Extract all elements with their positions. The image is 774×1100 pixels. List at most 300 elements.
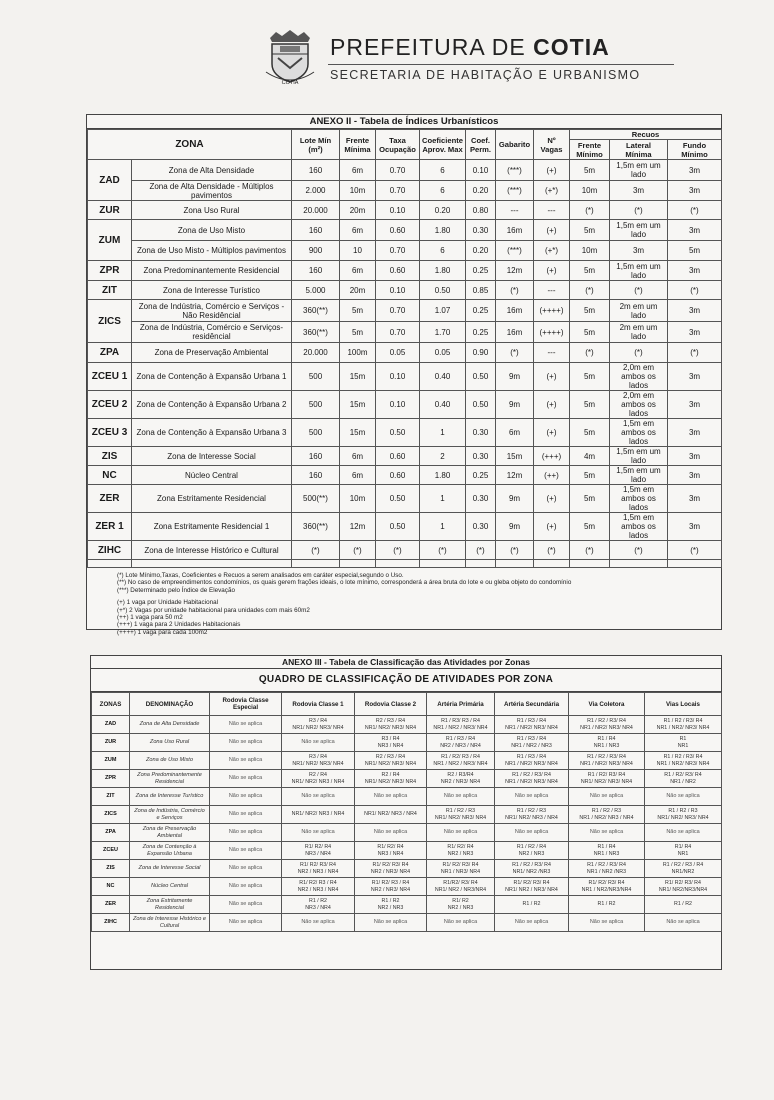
zone-denomination: Zona de Indústria, Comércio e Serviços xyxy=(130,806,210,824)
activity-cell: NR1/ NR2/ NR3 / NR4 xyxy=(355,806,427,824)
cell-rfu: 3m xyxy=(668,513,722,541)
zone-code: ZER 1 xyxy=(88,513,132,541)
cell-perm: 0.30 xyxy=(466,419,496,447)
activity-cell: Não se aplica xyxy=(210,752,282,770)
cell-taxa: (*) xyxy=(376,541,420,560)
header-taxa: Taxa Ocupação xyxy=(376,130,420,160)
activity-cell: R1 / R2 xyxy=(645,896,722,914)
cell-vagas: (+) xyxy=(534,419,570,447)
zone-denomination: Núcleo Central xyxy=(130,878,210,896)
cell-lote: 160 xyxy=(292,261,340,281)
activity-cell: NR1/ NR2/ NR3 / NR4 xyxy=(282,806,355,824)
column-header: Rodovia Classe 1 xyxy=(282,693,355,716)
cell-coef: 6 xyxy=(420,241,466,261)
cell-perm: 0.30 xyxy=(466,513,496,541)
activity-cell: R1/ R2/ R3/ R4 NR1/ NR2 / NR3/ NR4 xyxy=(495,878,569,896)
header-recuo-lateral: Lateral Mínima xyxy=(610,140,668,160)
cell-perm: 0.50 xyxy=(466,391,496,419)
activity-cell: R1/ R2/ R4 NR3 / NR4 xyxy=(355,842,427,860)
anexo-3-panel xyxy=(90,655,722,970)
cell-rl: 1,5m em um lado xyxy=(610,220,668,241)
zone-code: NC xyxy=(88,466,132,485)
table-row xyxy=(88,281,722,300)
zone-denomination: Zona Estritamente Residencial xyxy=(130,896,210,914)
cell-frente: 6m xyxy=(340,447,376,466)
column-header: Via Coletora xyxy=(569,693,645,716)
cell-lote: (*) xyxy=(292,541,340,560)
cell-gab: 6m xyxy=(496,419,534,447)
cell-coef: 1.70 xyxy=(420,322,466,343)
cell-gab: 12m xyxy=(496,261,534,281)
cell-coef: 1.80 xyxy=(420,220,466,241)
table-row xyxy=(88,485,722,513)
title-prefix: PREFEITURA DE xyxy=(330,34,534,60)
zone-code: NC xyxy=(92,878,130,896)
zone-denomination: Zona de Uso Misto xyxy=(130,752,210,770)
cell-frente: 15m xyxy=(340,419,376,447)
cell-gab: --- xyxy=(496,201,534,220)
cell-rfu: 3m xyxy=(668,261,722,281)
cell-lote: 500 xyxy=(292,363,340,391)
header-recuo-frente: Frente Mínimo xyxy=(570,140,610,160)
table-row xyxy=(92,716,722,734)
cell-frente: 6m xyxy=(340,160,376,181)
activity-cell: R1/ R2/ R3/ R4 NR1 / NR2/NR3/NR4 xyxy=(569,878,645,896)
cell-frente: 12m xyxy=(340,513,376,541)
cell-name: Zona de Contenção à Expansão Urbana 1 xyxy=(132,363,292,391)
activity-cell: Não se aplica xyxy=(355,914,427,932)
cell-gab: 9m xyxy=(496,391,534,419)
zone-code: ZPA xyxy=(88,343,132,363)
cell-rf: 5m xyxy=(570,300,610,322)
activity-cell: Não se aplica xyxy=(495,914,569,932)
header-lote: Lote Mín (m²) xyxy=(292,130,340,160)
cell-coef: 0.40 xyxy=(420,363,466,391)
cell-taxa: 0.10 xyxy=(376,201,420,220)
zone-code: ZER xyxy=(92,896,130,914)
cell-vagas: --- xyxy=(534,281,570,300)
cell-perm: (*) xyxy=(466,541,496,560)
activity-cell: Não se aplica xyxy=(210,806,282,824)
zone-denomination: Zona de Interesse Turístico xyxy=(130,788,210,806)
cell-name: Zona de Preservação Ambiental xyxy=(132,343,292,363)
footnote: (++) 1 vaga para 50 m2 xyxy=(117,614,183,622)
cell-rl: 2m em um lado xyxy=(610,300,668,322)
cell-rfu: 3m xyxy=(668,300,722,322)
activity-cell: Não se aplica xyxy=(355,824,427,842)
cell-gab: 15m xyxy=(496,447,534,466)
cell-coef: 0.05 xyxy=(420,343,466,363)
anexo-3-subtitle: QUADRO DE CLASSIFICAÇÃO DE ATIVIDADES POR ZONA xyxy=(91,669,721,692)
zone-code: ZPR xyxy=(88,261,132,281)
activity-cell: R2 / R4 NR1/ NR2/ NR3 / NR4 xyxy=(282,770,355,788)
table-row xyxy=(88,181,722,201)
cell-rf: 5m xyxy=(570,391,610,419)
cell-lote: 360(**) xyxy=(292,300,340,322)
activity-cell: R1/ R2/ R3 / R4 NR2 / NR3/ NR4 xyxy=(355,878,427,896)
activity-cell: R1/ R2/ R4 NR2 / NR3 xyxy=(427,842,495,860)
zone-code: ZCEU 2 xyxy=(88,391,132,419)
activity-cell: R1 / R3 / R4 NR1 / NR2/ NR3/ NR4 xyxy=(495,716,569,734)
zone-code: ZPR xyxy=(92,770,130,788)
activity-cell: Não se aplica xyxy=(210,788,282,806)
activity-cell: Não se aplica xyxy=(645,788,722,806)
cell-name: Zona de Contenção à Expansão Urbana 2 xyxy=(132,391,292,419)
cell-taxa: 0.50 xyxy=(376,485,420,513)
activity-cell: R1 / R2 xyxy=(569,896,645,914)
activity-cell: R1/ R4 NR1 xyxy=(645,842,722,860)
cell-rl: (*) xyxy=(610,541,668,560)
cell-name: Zona Uso Rural xyxy=(132,201,292,220)
activity-cell: Não se aplica xyxy=(427,824,495,842)
activity-cell: R1 / R2/ R3/ R4 NR1 / NR2 xyxy=(645,770,722,788)
cell-taxa: 0.10 xyxy=(376,363,420,391)
cell-rfu: 3m xyxy=(668,181,722,201)
cell-perm: 0.80 xyxy=(466,201,496,220)
cell-coef: 0.50 xyxy=(420,281,466,300)
table-row xyxy=(88,363,722,391)
activity-cell: R1 / R2 / R3/ R4 NR1 / NR2/ NR3/ NR4 xyxy=(569,752,645,770)
activity-cell: Não se aplica xyxy=(282,824,355,842)
zone-denomination: Zona de Alta Densidade xyxy=(130,716,210,734)
activity-cell: R1/R2/ R3/ R4 NR1/ NR2 / NR3/NR4 xyxy=(427,878,495,896)
activity-cell: R1 / R2 / R3/ R4 NR1 / NR2/ NR3/ NR4 xyxy=(569,716,645,734)
cell-name: Núcleo Central xyxy=(132,466,292,485)
cell-gab: (***) xyxy=(496,160,534,181)
cell-coef: 1 xyxy=(420,513,466,541)
zone-code: ZUR xyxy=(88,201,132,220)
activity-cell: R1 / R4 NR1 / NR3 xyxy=(569,734,645,752)
cell-frente: 5m xyxy=(340,300,376,322)
activities-table xyxy=(91,692,722,932)
empty-cell xyxy=(610,560,668,568)
zone-code: ZIHC xyxy=(88,541,132,560)
empty-cell xyxy=(570,560,610,568)
activity-cell: R1 / R2 xyxy=(495,896,569,914)
column-header: Artéria Secundária xyxy=(495,693,569,716)
activity-cell: R1 / R2 / R3/ R4 NR1 / NR2/ NR3/ NR4 xyxy=(495,770,569,788)
cell-name: Zona de Interesse Histórico e Cultural xyxy=(132,541,292,560)
cell-taxa: 0.60 xyxy=(376,447,420,466)
cell-rl: (*) xyxy=(610,201,668,220)
cell-gab: 9m xyxy=(496,513,534,541)
activity-cell: Não se aplica xyxy=(569,914,645,932)
cell-rfu: (*) xyxy=(668,201,722,220)
empty-cell xyxy=(376,560,420,568)
cell-name: Zona de Alta Densidade xyxy=(132,160,292,181)
cell-taxa: 0.60 xyxy=(376,466,420,485)
cell-vagas: (+) xyxy=(534,363,570,391)
header-coef: Coeficiente Aprov. Max xyxy=(420,130,466,160)
activity-cell: Não se aplica xyxy=(355,788,427,806)
cell-coef: 6 xyxy=(420,181,466,201)
cell-gab: 12m xyxy=(496,466,534,485)
cell-vagas: (+) xyxy=(534,485,570,513)
cell-lote: 500(**) xyxy=(292,485,340,513)
activity-cell: R1 / R2 / R4 NR2 / NR3 xyxy=(495,842,569,860)
cell-gab: (*) xyxy=(496,343,534,363)
anexo-2-title: ANEXO II - Tabela de Índices Urbanísticos xyxy=(87,115,721,129)
activity-cell: Não se aplica xyxy=(427,788,495,806)
cell-rfu: 3m xyxy=(668,419,722,447)
cell-rf: 10m xyxy=(570,181,610,201)
cell-rfu: (*) xyxy=(668,281,722,300)
table-row xyxy=(92,788,722,806)
cell-perm: 0.25 xyxy=(466,466,496,485)
activity-cell: R1 / R2/ R3 / R4 NR1 / NR2 / NR3/ NR4 xyxy=(427,752,495,770)
activity-cell: R1 NR1 xyxy=(645,734,722,752)
cell-coef: 1 xyxy=(420,485,466,513)
anexo-2-panel xyxy=(86,114,722,636)
cell-taxa: 0.70 xyxy=(376,322,420,343)
activities-header-row xyxy=(92,693,722,716)
cell-frente: 20m xyxy=(340,201,376,220)
activity-cell: Não se aplica xyxy=(569,788,645,806)
activity-cell: R1/ R2/ R3/ R4 NR2 / NR3/ NR4 xyxy=(355,860,427,878)
cell-vagas: (+++) xyxy=(534,447,570,466)
cell-vagas: (+) xyxy=(534,513,570,541)
zone-denomination: Zona Uso Rural xyxy=(130,734,210,752)
cell-taxa: 0.60 xyxy=(376,220,420,241)
cell-gab: 16m xyxy=(496,300,534,322)
cell-frente: 15m xyxy=(340,363,376,391)
empty-cell xyxy=(420,560,466,568)
title-city: COTIA xyxy=(533,34,610,60)
title-rule xyxy=(328,64,674,65)
cell-perm: 0.30 xyxy=(466,220,496,241)
cell-lote: 500 xyxy=(292,419,340,447)
cell-perm: 0.30 xyxy=(466,485,496,513)
cell-name: Zona de Contenção à Expansão Urbana 3 xyxy=(132,419,292,447)
empty-cell xyxy=(132,560,292,568)
zone-code: ZCEU xyxy=(92,842,130,860)
cell-perm: 0.85 xyxy=(466,281,496,300)
activity-cell: R1 / R2 / R3 NR1/ NR2/ NR3 / NR4 xyxy=(495,806,569,824)
cell-rf: (*) xyxy=(570,541,610,560)
cell-frente: 10 xyxy=(340,241,376,261)
cell-vagas: (++++) xyxy=(534,300,570,322)
table-row xyxy=(92,806,722,824)
cell-perm: 0.30 xyxy=(466,447,496,466)
footnote: (*) Lote Mínimo,Taxas, Coeficientes e Recuos a serem analisados em caráter especial,segundo o Uso. xyxy=(117,572,404,579)
cell-rl: 2,0m em ambos os lados xyxy=(610,391,668,419)
activity-cell: R1/ R2/ R3 / R4 NR2 / NR3 / NR4 xyxy=(282,878,355,896)
zone-code: ZIS xyxy=(92,860,130,878)
zone-code: ZCEU 3 xyxy=(88,419,132,447)
cell-gab: 16m xyxy=(496,220,534,241)
activity-cell: R2 / R3 / R4 NR1/ NR2/ NR3/ NR4 xyxy=(355,752,427,770)
cell-rl: 1,5m em um lado xyxy=(610,261,668,281)
cell-rfu: 5m xyxy=(668,241,722,261)
cell-vagas: --- xyxy=(534,201,570,220)
zone-denomination: Zona de Contenção à Expansão Urbana xyxy=(130,842,210,860)
table-row xyxy=(88,466,722,485)
cell-lote: 2.000 xyxy=(292,181,340,201)
cell-rf: 5m xyxy=(570,160,610,181)
cell-name: Zona Predominantemente Residencial xyxy=(132,261,292,281)
cell-lote: 360(**) xyxy=(292,322,340,343)
cell-coef: 0.20 xyxy=(420,201,466,220)
activity-cell: R3 / R4 NR1/ NR2/ NR3/ NR4 xyxy=(282,716,355,734)
activity-cell: R1 / R2 NR3 / NR4 xyxy=(282,896,355,914)
zone-code: ZAD xyxy=(88,160,132,201)
cell-rf: 5m xyxy=(570,220,610,241)
activity-cell: Não se aplica xyxy=(210,716,282,734)
table-row xyxy=(92,770,722,788)
activity-cell: R1/ R2/ R3/ R4 NR1/ NR2/NR3/NR4 xyxy=(645,878,722,896)
table-row xyxy=(88,241,722,261)
column-header: Rodovia Classe 2 xyxy=(355,693,427,716)
column-header: Artéria Primária xyxy=(427,693,495,716)
cell-vagas: (+) xyxy=(534,391,570,419)
table-row xyxy=(88,419,722,447)
cell-coef: 0.40 xyxy=(420,391,466,419)
table-row xyxy=(88,447,722,466)
cell-coef: 1 xyxy=(420,419,466,447)
zone-code: ZUM xyxy=(92,752,130,770)
cell-lote: 20.000 xyxy=(292,201,340,220)
cell-frente: 100m xyxy=(340,343,376,363)
footnote: (+*) 2 Vagas por unidade habitacional para unidades com mais 60m2 xyxy=(117,606,310,614)
empty-cell xyxy=(340,560,376,568)
cell-rl: 1,5m em ambos os lados xyxy=(610,513,668,541)
cell-taxa: 0.50 xyxy=(376,419,420,447)
cell-vagas: (*) xyxy=(534,541,570,560)
zone-code: ZIT xyxy=(88,281,132,300)
zone-denomination: Zona de Interesse Social xyxy=(130,860,210,878)
header-frente: Frente Mínima xyxy=(340,130,376,160)
table-row xyxy=(92,824,722,842)
activity-cell: R1/ R2 NR2 / NR3 xyxy=(427,896,495,914)
cell-frente: (*) xyxy=(340,541,376,560)
cell-lote: 20.000 xyxy=(292,343,340,363)
zone-code: ZPA xyxy=(92,824,130,842)
activity-cell: R1 / R2 / R3/ R4 NR1 / NR2 /NR3 xyxy=(569,860,645,878)
header-vagas: Nº Vagas xyxy=(534,130,570,160)
activity-cell: R1/ R2/ R4 NR3 / NR4 xyxy=(282,842,355,860)
cell-vagas: --- xyxy=(534,343,570,363)
cell-taxa: 0.05 xyxy=(376,343,420,363)
cell-perm: 0.20 xyxy=(466,241,496,261)
empty-cell xyxy=(466,560,496,568)
column-header: Vias Locais xyxy=(645,693,722,716)
cell-name: Zona de Interesse Social xyxy=(132,447,292,466)
cell-taxa: 0.60 xyxy=(376,261,420,281)
header-coef-perm: Coef. Perm. xyxy=(466,130,496,160)
anexo-3-title: ANEXO III - Tabela de Classificação das Atividades por Zonas xyxy=(91,656,721,669)
cell-vagas: (+*) xyxy=(534,181,570,201)
cell-taxa: 0.10 xyxy=(376,391,420,419)
cell-vagas: (+*) xyxy=(534,241,570,261)
cell-rf: 5m xyxy=(570,513,610,541)
cell-rl: (*) xyxy=(610,281,668,300)
cell-rfu: 3m xyxy=(668,447,722,466)
activity-cell: Não se aplica xyxy=(210,914,282,932)
activity-cell: Não se aplica xyxy=(645,824,722,842)
cell-vagas: (+) xyxy=(534,160,570,181)
cell-rf: 4m xyxy=(570,447,610,466)
zone-code: ZICS xyxy=(88,300,132,343)
zone-code: ZAD xyxy=(92,716,130,734)
cell-frente: 6m xyxy=(340,466,376,485)
zone-code: ZER xyxy=(88,485,132,513)
cell-vagas: (++) xyxy=(534,466,570,485)
cell-name: Zona de Interesse Turístico xyxy=(132,281,292,300)
cell-rfu: 3m xyxy=(668,220,722,241)
activity-cell: Não se aplica xyxy=(282,788,355,806)
cell-name: Zona de Indústria, Comércio e Serviços - Não Residêncial xyxy=(132,300,292,322)
header-recuo-fundo: Fundo Mínimo xyxy=(668,140,722,160)
zone-denomination: Zona Predominantemente Residencial xyxy=(130,770,210,788)
column-header: DENOMINAÇÃO xyxy=(130,693,210,716)
cell-rfu: 3m xyxy=(668,485,722,513)
footnote: (+++) 1 vaga para 2 Unidades Habitacionais xyxy=(117,621,241,629)
cell-rf: 5m xyxy=(570,485,610,513)
cell-frente: 20m xyxy=(340,281,376,300)
cell-lote: 900 xyxy=(292,241,340,261)
cell-perm: 0.20 xyxy=(466,181,496,201)
table-row xyxy=(92,896,722,914)
cotia-crest-icon xyxy=(262,28,318,86)
cell-rf: 5m xyxy=(570,261,610,281)
cell-frente: 10m xyxy=(340,181,376,201)
activity-cell: R2 / R3/R4 NR2 / NR3/ NR4 xyxy=(427,770,495,788)
activity-cell: R1 / R3/ R3 / R4 NR1 / NR2 / NR3/ NR4 xyxy=(427,716,495,734)
cell-rf: 5m xyxy=(570,322,610,343)
cell-rfu: 3m xyxy=(668,466,722,485)
cell-taxa: 0.50 xyxy=(376,513,420,541)
cell-rl: 1,5m em um lado xyxy=(610,160,668,181)
cell-gab: (***) xyxy=(496,181,534,201)
cell-taxa: 0.10 xyxy=(376,281,420,300)
activity-cell: R3 / R4 NR1/ NR2/ NR3/ NR4 xyxy=(282,752,355,770)
activity-cell: R2 / R3 / R4 NR1/ NR2/ NR3/ NR4 xyxy=(355,716,427,734)
cell-rl: 2m em um lado xyxy=(610,322,668,343)
cell-perm: 0.25 xyxy=(466,261,496,281)
cell-gab: (***) xyxy=(496,241,534,261)
footnote: (**) No caso de empreendimentos condomínios, os quais gerem frações ideais, o lote mínimo, corresponderá a área bruta do lote e ou gleba objeto do condomínio xyxy=(117,579,572,587)
cell-lote: 500 xyxy=(292,391,340,419)
empty-cell xyxy=(88,560,132,568)
empty-cell xyxy=(534,560,570,568)
activity-cell: R1 / R2 NR2 / NR3 xyxy=(355,896,427,914)
activity-cell: Não se aplica xyxy=(495,788,569,806)
activity-cell: R1 / R2 / R3 / R4 NR1/NR2 xyxy=(645,860,722,878)
cell-rl: (*) xyxy=(610,343,668,363)
zone-denomination: Zona de Preservação Ambiental xyxy=(130,824,210,842)
cell-rfu: 3m xyxy=(668,363,722,391)
activity-cell: Não se aplica xyxy=(210,770,282,788)
cell-gab: 16m xyxy=(496,322,534,343)
cell-rf: (*) xyxy=(570,201,610,220)
zone-denomination: Zona de Interesse Histórico e Cultural xyxy=(130,914,210,932)
cell-perm: 0.25 xyxy=(466,322,496,343)
activity-cell: Não se aplica xyxy=(210,860,282,878)
svg-text:COTIA: COTIA xyxy=(281,80,299,86)
activity-cell: R1 / R2 / R3 NR1/ NR2/ NR3/ NR4 xyxy=(645,806,722,824)
cell-taxa: 0.70 xyxy=(376,241,420,261)
activity-cell: Não se aplica xyxy=(569,824,645,842)
cell-coef: 2 xyxy=(420,447,466,466)
cell-frente: 6m xyxy=(340,220,376,241)
cell-taxa: 0.70 xyxy=(376,181,420,201)
zone-code: ZUR xyxy=(92,734,130,752)
zone-code: ZUM xyxy=(88,220,132,261)
activity-cell: R1 / R3 / R4 NR1 / NR2/ NR3/ NR4 xyxy=(495,752,569,770)
cell-name: Zona de Uso Misto - Múltiplos pavimentos xyxy=(132,241,292,261)
table-row xyxy=(88,513,722,541)
cell-name: Zona de Alta Densidade - Múltiplos pavimentos xyxy=(132,181,292,201)
